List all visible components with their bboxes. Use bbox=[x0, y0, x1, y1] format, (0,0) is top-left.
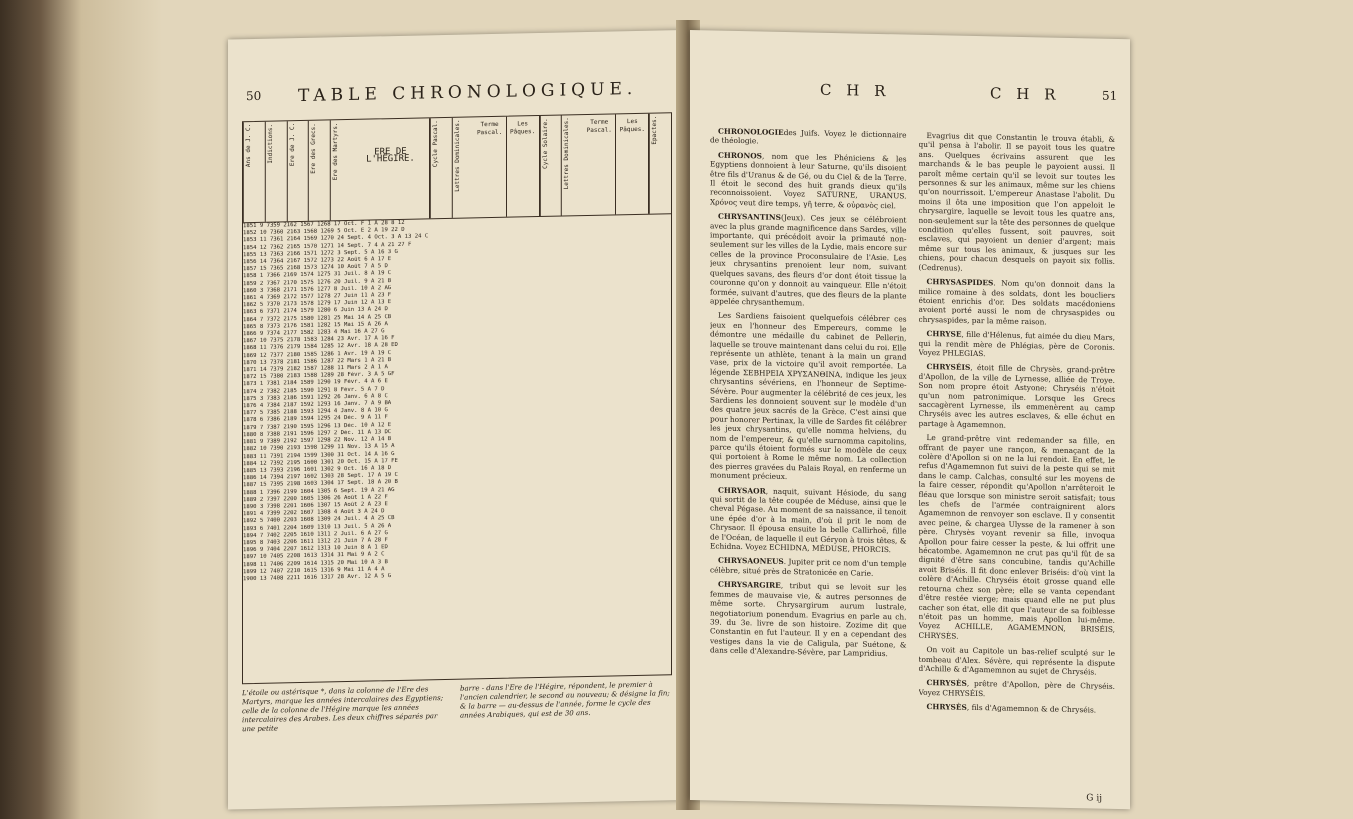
running-head-left: C H R bbox=[820, 80, 891, 101]
entry-text: On voit au Capitole un bas-relief sculpté sur le tombeau d'Alex. Sévère, qui représente la dispute d'Achille & d'Agamemnon au sujet de Chryséis. bbox=[918, 645, 1115, 677]
entry-headword: CHRONOS bbox=[718, 150, 762, 161]
entry-paragraph bbox=[710, 150, 907, 211]
table-row: 1861 4 7369 2172 1577 1278 27 Juin 11 A 23 F bbox=[243, 292, 392, 302]
table-row: 1883 11 7391 2194 1599 1300 31 Oct. 14 A 16 G bbox=[243, 450, 395, 460]
entry-headword: CHRYSASPIDES bbox=[926, 277, 994, 288]
table-row: 1859 2 7367 2170 1575 1276 20 Juil. 9 A 21 B bbox=[243, 277, 392, 287]
entry-text: Le grand-prêtre vint redemander sa fille, en offrant de payer une rançon, & menaçant de la colère d'Apollon si on ne la lui rendoit. En effet, le refus d'Agamemnon fut suivi de la peste qui se mit dans le camp. Calchas, consulté sur les moyens de la faire cesser, répondit qu'Apollon n'arrêteroit le fléau que lorsque son ministre seroit satisfait; tous les chefs de l'armée contraignirent alors Agamemnon de renvoyer son esclave. Il y consentit avec peine, & chargea Ulysse de la ramener à son père. Chrysès voyant revenir sa fille, invoqua Apollon pour faire cesser la peste, & lui offrit une hécatombe. Agamemnon ne crut pas qu'il fût de sa dignité d'être sans concubine, tandis qu'Achille avoit Briséis. Il fit donc enlever Briséis: d'où vint la colère d'Achille. Chryséis étoit grosse quand elle retourna chez son père; elle se vanta cependant d'être restée vierge; mais quand elle ne put plus cacher son état, elle dit que l'auteur de sa foiblesse n'étoit pas un homme, mais Apollon lui-même. Voyez ACHILLE, AGAMEMNON, BRISÉIS, CHRYSÈS. bbox=[918, 433, 1115, 641]
table-row: 1856 14 7364 2167 1572 1273 22 Août 6 A 17 E bbox=[243, 256, 392, 266]
table-row: 1894 7 7402 2205 1610 1311 2 Juil. 6 A 27 G bbox=[243, 529, 388, 539]
entry-headword: CHRYSÉIS bbox=[926, 362, 971, 373]
entry-paragraph bbox=[710, 580, 907, 659]
page-number: 50 bbox=[246, 88, 262, 104]
col-header: Cycle Pascal. bbox=[430, 118, 452, 218]
entry-text: Evagrius dit que Constantin le trouva établi, & qu'il pensa à l'abolir. Il se payoit tous les quatre ans. Quelques écrivains assurent que les marchands & le bas peuple le payoient aussi. Il paroît même certain qu'il se levoit sur toutes les personnes & sur les animaux, même sur les chiens qu'on nourrissoit. L'empereur Anastase l'abolit. Du moins il ôta une imposition que l'on appeloit le chrysargire, laquelle se levoit tous les quatre ans, non-seulement sur la tête des personnes de quelque condition qu'elles fussent, soit pauvres, soit esclaves, qui payoient un denier d'argent; mais même sur tous les animaux, & jusques sur les chiens, pour chacun desquels on payoit six follis. (Cedrenus). bbox=[918, 130, 1115, 273]
table-row: 1886 14 7394 2197 1602 1303 28 Sept. 17 A 19 C bbox=[243, 472, 398, 482]
table-row: 1887 15 7395 2198 1603 1304 17 Sept. 18 A 20 B bbox=[243, 479, 398, 489]
table-row: 1865 8 7373 2176 1581 1282 15 Mai 15 A 26 A bbox=[243, 321, 388, 331]
entry-paragraph bbox=[710, 311, 907, 484]
table-row: 1900 13 7408 2211 1616 1317 28 Avr. 12 A 5 G bbox=[243, 573, 392, 583]
entry-headword: CHRYSAONEUS bbox=[718, 556, 784, 567]
table-row: 1860 3 7368 2171 1576 1277 8 Juil. 10 A 2 AG bbox=[243, 284, 392, 295]
chronology-table bbox=[242, 112, 672, 684]
table-row: 1858 1 7366 2169 1574 1275 31 Juil. 8 A 19 C bbox=[243, 270, 392, 280]
table-row: 1878 6 7386 2189 1594 1295 24 Déc. 9 A 11 F bbox=[243, 414, 388, 424]
table-row: 1884 12 7392 2195 1600 1301 20 Oct. 15 A 17 FE bbox=[243, 457, 398, 467]
col-header: Cycle Solaire. bbox=[540, 116, 562, 216]
table-row: 1892 5 7400 2203 1608 1309 24 Juil. 4 A 25 CB bbox=[243, 515, 395, 525]
entry-text: , prêtre d'Apollon, père de Chryséis. Voyez CHRYSÉIS. bbox=[918, 679, 1115, 698]
entry-text: . Jupiter prit ce nom d'un temple célèbre, situé près de Stratonicée en Carie. bbox=[710, 557, 907, 578]
entry-headword: CHRYSARGIRE bbox=[718, 579, 781, 591]
entry-paragraph bbox=[919, 131, 1116, 276]
right-page bbox=[690, 30, 1130, 809]
table-row: 1873 1 7381 2184 1589 1290 19 Févr. 4 A 6 E bbox=[243, 378, 388, 388]
entry-paragraph bbox=[919, 277, 1116, 328]
col-header: Lettres Dominicales. bbox=[561, 115, 583, 215]
table-row: 1869 12 7377 2180 1585 1286 1 Avr. 19 A 19 C bbox=[243, 349, 392, 359]
table-row: 1875 3 7383 2186 1591 1292 26 Janv. 6 A 8 C bbox=[243, 393, 388, 403]
entry-text: des Juifs. Voyez le dictionnaire de théologie. bbox=[710, 127, 907, 146]
table-row: 1891 4 7399 2202 1607 1308 4 Août 3 A 24 D bbox=[243, 508, 385, 518]
table-body bbox=[243, 214, 671, 683]
table-row: 1872 15 7380 2183 1588 1289 28 Févr. 3 A 5 GF bbox=[243, 371, 395, 381]
entry-paragraph bbox=[710, 485, 907, 555]
table-row: 1880 8 7388 2191 1596 1297 2 Déc. 11 A 13 DC bbox=[243, 429, 392, 439]
table-row: 1854 12 7362 2165 1570 1271 14 Sept. 7 4 A 21 27 F bbox=[243, 241, 412, 251]
table-row: 1862 5 7370 2173 1578 1279 17 Juin 12 A 13 E bbox=[243, 299, 392, 309]
text-column bbox=[710, 126, 907, 770]
entry-paragraph bbox=[919, 645, 1116, 677]
table-row: 1851 9 7359 2162 1567 1268 17 Oct. F 1 A 28 8 12 bbox=[243, 219, 405, 230]
table-row: 1864 7 7372 2175 1580 1281 25 Mai 14 A 25 CB bbox=[243, 313, 392, 323]
table-row: 1893 6 7401 2204 1609 1310 13 Juil. 5 A 26 A bbox=[243, 522, 392, 532]
table-row: 1882 10 7390 2193 1598 1299 11 Nov. 13 A 15 A bbox=[243, 443, 395, 453]
entry-text: (Jeux). Ces jeux se célébroient avec la plus grande magnificence dans Sardes, ville importante, qui précédoit avoir la primauté non-seulement sur les villes de la Lydie, mais encore sur celles de la province Proconsulaire de l'Asie. Les jeux chrysantins prenoient leur nom, suivant quelques savans, des fleurs d'or dont étoit tissue la couronne qu'on y donnoit au vainqueur. Elle n'étoit formée, suivant d'autres, que des fleurs de la plante appelée chrysanthemum. bbox=[710, 213, 907, 308]
table-row: 1855 13 7363 2166 1571 1272 3 Sept. 5 A 16 3 G bbox=[243, 248, 398, 259]
running-head-right: C H R bbox=[990, 84, 1061, 104]
footnote-right: barre - dans l'Ere de l'Hégire, répondent, le premier à l'ancien calendrier, le second au nouveau; & désigne la fin; & la barre — au-dessus de l'année, forme le cycle des années Arabiques, qui est de 30 ans. bbox=[460, 680, 670, 720]
table-row: 1899 12 7407 2210 1615 1316 9 Mai 11 A 4 A bbox=[243, 566, 385, 575]
col-header: Ere des Martyrs. bbox=[330, 120, 352, 220]
col-header: Ere de J. C. bbox=[287, 121, 309, 221]
text-columns bbox=[710, 126, 1115, 774]
col-header: Ans de J. C. bbox=[243, 122, 265, 222]
table-row: 1881 9 7389 2192 1597 1298 22 Nov. 12 A 14 B bbox=[243, 436, 392, 446]
table-row: 1868 11 7376 2179 1584 1285 12 Avr. 18 A 28 ED bbox=[243, 342, 398, 352]
entry-headword: CHRYSÈS bbox=[926, 678, 967, 689]
left-page bbox=[228, 30, 683, 810]
entry-paragraph bbox=[710, 212, 907, 310]
table-row: 1867 10 7375 2178 1583 1284 23 Avr. 17 A 16 F bbox=[243, 335, 395, 345]
entry-paragraph bbox=[919, 362, 1116, 432]
page-number: 51 bbox=[1102, 88, 1118, 103]
table-row: 1879 7 7387 2190 1595 1296 13 Déc. 10 A 12 E bbox=[243, 421, 392, 431]
table-row: 1888 1 7396 2199 1604 1305 6 Sept. 19 A 21 AG bbox=[243, 486, 395, 496]
entry-headword: CHRONOLOGIE bbox=[718, 126, 784, 137]
entry-text: , naquit, suivant Hésiode, du sang qui sortit de la tête coupée de Méduse, ainsi que le cheval Pégase. Au moment de sa naissance, il tenoit une épée d'or à la main, d'où il prit le nom de Chrysaor. Il épousa ensuite la belle Callirhoë, fille de l'Océan, de laquelle il eut Géryon à trois têtes, & Echidna. Voyez ECHIDNA, MÉDUSE, PHORCIS. bbox=[710, 486, 907, 555]
table-row: 1876 4 7384 2187 1592 1293 16 Janv. 7 A 9 BA bbox=[243, 400, 392, 410]
table-header bbox=[243, 113, 671, 223]
table-row: 1857 15 7365 2168 1573 1274 10 Août 7 A 5 D bbox=[243, 263, 388, 273]
table-row: 1852 10 7360 2163 1568 1269 5 Oct. E 2 A 19 22 D bbox=[243, 227, 405, 237]
entry-text: , nom que les Phéniciens & les Egyptiens donnoient à leur Saturne, qu'ils disoient être fils d'Uranus & de Gé, ou du Ciel & de la Terre. Il étoit le second des huit grands dieux qu'ils reconnoissoient. Voyez SATURNE, URANUS. Χρόνος veut dire temps, γῆ terre, & οὐρανὸς ciel. bbox=[710, 151, 907, 211]
col-header: Epactes. bbox=[649, 113, 671, 213]
table-row: 1866 9 7374 2177 1582 1283 4 Mai 16 A 27 G bbox=[243, 328, 385, 338]
entry-text: Les Sardiens faisoient quelquefois célébrer ces jeux en l'honneur des Empereurs, comme le démontre une médaille du cabinet de Pellerin, laquelle se trouve maintenant dans celui du roi. Elle représente un athlète, tenant à la main un grand vase, prix de la victoire qu'il avoit remportée. La légende ΣΕΒΗΡΕΙΑ ΧΡΥΣΑΝΘΙΝΑ, indique les jeux chrysantins sévériens, en l'honneur de Septime-Sévère. Pour augmenter la célébrité de ces jeux, les Sardiens les donnoient souvent sur le modèle d'un des quatre jeux sacrés de la Grèce. C'est ainsi que pour honorer Pertinax, la ville de Sardes fit célébrer les jeux chrysantins, qu'elle nomma helviens, du nom de l'empereur, & qu'elle surnomma capitolins, parce qu'ils étoient formés sur le modèle de ceux qui portoient à Rome le même nom. La collection des pierres gravées du Palais Royal, en renferme un monument précieux. bbox=[710, 310, 907, 482]
entry-headword: CHRYSANTINS bbox=[718, 211, 781, 223]
entry-paragraph bbox=[710, 126, 907, 149]
entry-text: . Nom qu'on donnoit dans la milice romaine à des soldats, dont les boucliers étoient enrichis d'or. Des soldats macédoniens avoient porté aussi le nom de chrysaspides ou chrysaspides, par la même raison. bbox=[918, 278, 1115, 327]
table-row: 1877 5 7385 2188 1593 1294 4 Janv. 8 A 10 G bbox=[243, 407, 388, 417]
table-row: 1870 13 7378 2181 1586 1287 22 Mars 1 A 21 B bbox=[243, 356, 392, 367]
table-row: 1898 11 7406 2209 1614 1315 20 Mai 10 A 3 B bbox=[243, 558, 388, 568]
entry-text: , fille d'Hélenus, fut aimée du dieu Mars, qui la rendit mère de Phlégias, père de Coronis. Voyez PHLEGIAS. bbox=[918, 329, 1115, 359]
col-header: ERE DE L'HÉGIRE. bbox=[352, 118, 430, 220]
entry-paragraph bbox=[919, 702, 1116, 716]
table-row: 1874 2 7382 2185 1590 1291 8 Févr. 5 A 7 D bbox=[243, 385, 385, 395]
col-header: Les Pâques. bbox=[616, 114, 649, 215]
entry-headword: CHRYSAOR bbox=[718, 485, 766, 496]
table-row: 1871 14 7379 2182 1587 1288 11 Mars 2 A 1 A bbox=[243, 364, 388, 374]
col-header: Terme Pascal. bbox=[474, 117, 507, 218]
table-row: 1895 8 7403 2206 1611 1312 21 Juin 7 A 28 F bbox=[243, 537, 388, 547]
table-row: 1853 11 7361 2164 1569 1270 24 Sept. 4 Oct. 3 A 13 24 C bbox=[243, 233, 429, 244]
col-header: Indictions. bbox=[265, 121, 287, 221]
footnote-left: L'étoile ou astérisque *, dans la colonne de l'Ere des Martyrs, marque les années intercalaires des Egyptiens; celle de la colonne de l'Hégire marque les années intercalaires des Arabes. Les deux chiffres séparés par une petite bbox=[242, 685, 444, 734]
entry-text: , fils d'Agamemnon & de Chryséis. bbox=[966, 702, 1097, 715]
col-header: Lettres Dominicales. bbox=[452, 117, 474, 217]
table-row: 1897 10 7405 2208 1613 1314 31 Mai 9 A 2 C bbox=[243, 551, 385, 561]
entry-paragraph bbox=[919, 329, 1116, 361]
col-header: Les Pâques. bbox=[507, 116, 540, 217]
entry-paragraph bbox=[710, 556, 907, 579]
entry-headword: CHRYSÈS bbox=[926, 702, 967, 712]
entry-headword: CHRYSE bbox=[926, 329, 962, 339]
signature-mark: G ij bbox=[1086, 793, 1102, 804]
entry-paragraph bbox=[919, 678, 1116, 701]
entry-paragraph bbox=[919, 433, 1116, 644]
table-row: 1889 2 7397 2200 1605 1306 26 Août 1 A 22 F bbox=[243, 493, 388, 503]
col-header: Terme Pascal. bbox=[583, 114, 616, 215]
table-row: 1890 3 7398 2201 1606 1307 15 Août 2 A 23 E bbox=[243, 501, 388, 511]
table-row: 1885 13 7393 2196 1601 1302 9 Oct. 16 A 18 D bbox=[243, 465, 392, 475]
table-row: 1863 6 7371 2174 1579 1280 6 Juin 13 A 24 D bbox=[243, 306, 388, 316]
entry-text: , étoit fille de Chrysès, grand-prêtre d'Apollon, de la ville de Lyrnesse, alliée de Troye. Son nom propre étoit Astyone; Chryséis n'étoit qu'un nom patronimique. Lorsque les Grecs saccagèrent Lyrnesse, ils emmenèrent au camp Chryséis avec les autres esclaves, & elle échut en partage à Agamemnon. bbox=[918, 363, 1115, 430]
text-column bbox=[919, 131, 1116, 775]
entry-text: , tribut qui se levoit sur les femmes de mauvaise vie, & autres personnes de même sorte. Chrysargirum aurum lustrale, negotiatorium ponendum. Evagrius en parle au ch. 39. du 3e. livre de son histoire. Zozime dit que Constantin en fut l'auteur. Il y en a cependant des vestiges dans la vie de Caligula, par Suétone, & dans celle d'Alexandre-Sévère, par Lampridius. bbox=[710, 581, 907, 659]
col-header: Ere des Grecs. bbox=[308, 120, 330, 220]
page-title: TABLE CHRONOLOGIQUE. bbox=[298, 78, 638, 107]
table-row: 1896 9 7404 2207 1612 1313 10 Juin 8 A 1 ED bbox=[243, 544, 388, 554]
footnote bbox=[242, 680, 670, 734]
